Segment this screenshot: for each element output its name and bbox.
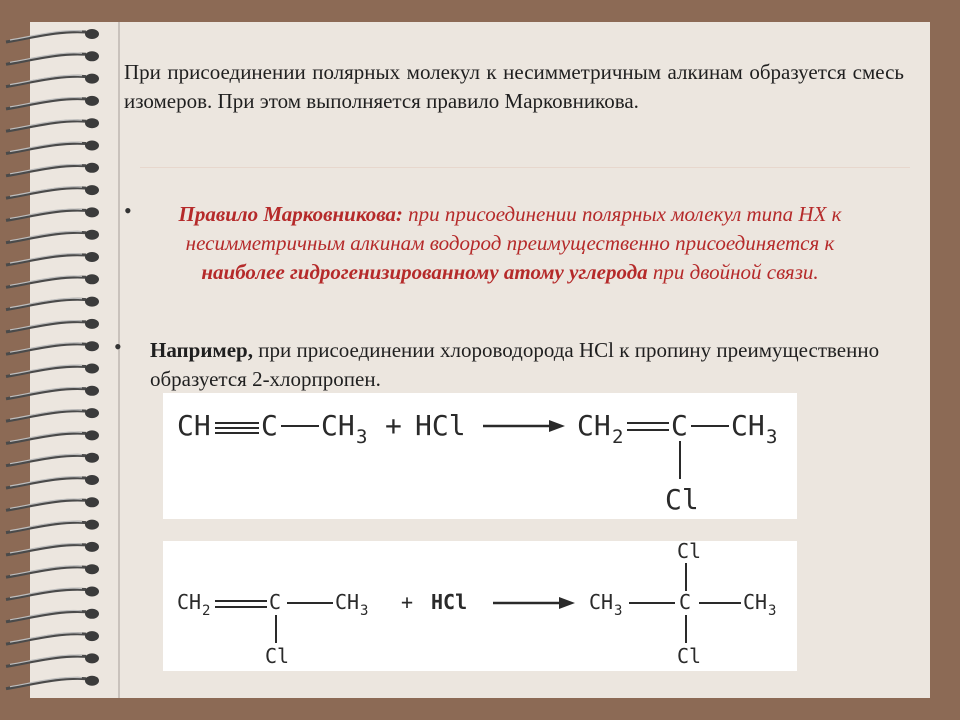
r2-arrow-head xyxy=(559,597,575,609)
spiral-coil xyxy=(6,118,99,131)
spiral-coil xyxy=(6,587,99,600)
example-text: при присоединении хлороводорода HCl к пропину преимущественно образуется 2-хлорпропен. xyxy=(150,338,880,391)
r1-ch3: CH xyxy=(321,409,355,442)
r2-sub3: 3 xyxy=(360,603,369,619)
spiral-binding xyxy=(0,22,110,698)
p2-cl-top: Cl xyxy=(677,541,702,563)
p2-cl-bottom: Cl xyxy=(677,644,702,668)
spiral-coil xyxy=(6,74,99,87)
spiral-coil xyxy=(6,96,99,109)
spiral-coil xyxy=(6,141,99,154)
spiral-coil xyxy=(6,408,99,421)
r2-cl: Cl xyxy=(265,644,290,668)
spiral-coil xyxy=(6,609,99,622)
spiral-coil xyxy=(6,631,99,644)
p2-sub3-left: 3 xyxy=(614,603,623,619)
r1-sub3: 3 xyxy=(356,426,368,448)
spiral-coil xyxy=(6,520,99,533)
r2-plus: + xyxy=(401,590,414,614)
reaction-2-box xyxy=(163,541,797,671)
spiral-coil xyxy=(6,475,99,488)
bullet-example: • xyxy=(114,334,122,359)
example-paragraph xyxy=(150,336,910,394)
spiral-coil xyxy=(6,252,99,265)
spiral-coil xyxy=(6,207,99,220)
spiral-coil xyxy=(6,497,99,510)
spiral-coil xyxy=(6,274,99,287)
rule-text-2: при двойной связи. xyxy=(647,260,819,284)
rule-text-1: при присоединении полярных молекул типа НХ к несимметричным алкинам водород преимущественно присоединяется к xyxy=(185,202,842,255)
spiral-coil xyxy=(6,230,99,243)
r2-ch: CH xyxy=(177,590,202,614)
spiral-coil xyxy=(6,453,99,466)
r1-hcl: HCl xyxy=(415,409,466,442)
bullet-rule: • xyxy=(124,198,132,223)
p1-ch: CH xyxy=(577,409,611,442)
divider xyxy=(140,167,910,168)
r1-ch: CH xyxy=(177,409,211,442)
r2-hcl: HCl xyxy=(431,590,468,614)
p1-sub2: 2 xyxy=(612,426,624,448)
p2-ch3-left: CH xyxy=(589,590,614,614)
p1-c2: C xyxy=(671,409,688,442)
reaction-2-diagram xyxy=(163,541,797,671)
spiral-coil xyxy=(6,386,99,399)
spiral-coil xyxy=(6,163,99,176)
p2-ch3-right: CH xyxy=(743,590,768,614)
p2-sub3-right: 3 xyxy=(768,603,777,619)
reaction-1-box xyxy=(163,393,797,519)
intro-paragraph: При присоединении полярных молекул к несимметричным алкинам образуется смесь изомеров. При этом выполняется правило Марковникова. xyxy=(124,60,904,113)
markovnikov-rule xyxy=(150,200,870,287)
r1-c2: C xyxy=(261,409,278,442)
example-lead: Например, xyxy=(150,338,253,362)
r2-c2: C xyxy=(269,590,282,614)
p2-c2: C xyxy=(679,590,692,614)
reaction-1-diagram xyxy=(163,393,797,519)
spiral-coil xyxy=(6,29,99,42)
r2-sub2: 2 xyxy=(202,603,211,619)
spiral-coil xyxy=(6,653,99,666)
spiral-coil xyxy=(6,51,99,64)
p1-ch3: CH xyxy=(731,409,765,442)
spiral-coil xyxy=(6,542,99,555)
spiral-coil xyxy=(6,676,99,689)
rule-emphasis: наиболее гидрогенизированному атому углерода xyxy=(201,260,648,284)
spiral-coil xyxy=(6,341,99,354)
spiral-coil xyxy=(6,364,99,377)
spiral-coil xyxy=(6,430,99,443)
spiral-coil xyxy=(6,564,99,577)
margin-line xyxy=(118,22,120,698)
spiral-coil xyxy=(6,185,99,198)
spiral-coil xyxy=(6,297,99,310)
r1-arrow-head xyxy=(549,420,565,432)
rule-title: Правило Марковникова: xyxy=(178,202,403,226)
p1-sub3: 3 xyxy=(766,426,778,448)
r1-plus: + xyxy=(385,409,402,442)
spiral-coil xyxy=(6,319,99,332)
r2-ch3: CH xyxy=(335,590,360,614)
p1-cl: Cl xyxy=(665,483,699,516)
